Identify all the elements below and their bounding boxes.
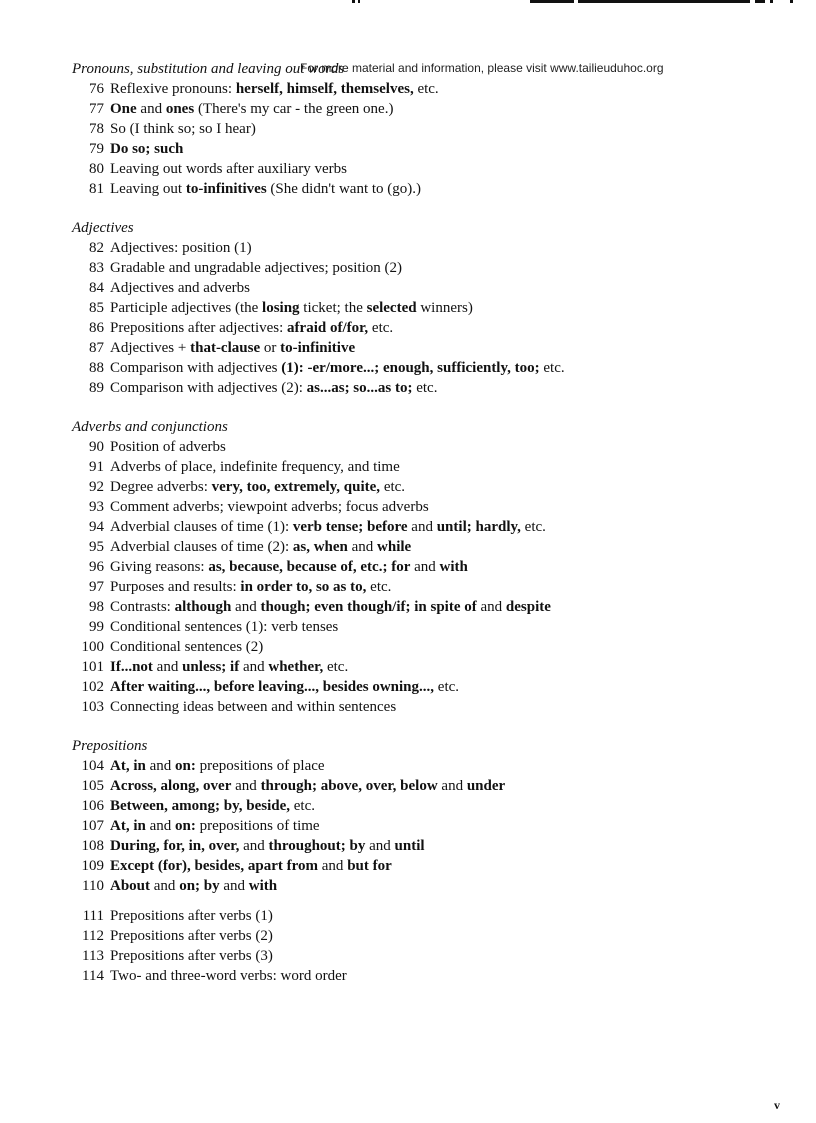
entry-text-bold: as, when xyxy=(292,539,348,555)
entry-text-bold: About xyxy=(110,878,151,894)
entry-number: 94 xyxy=(89,519,104,535)
entry-text-part: Giving reasons: xyxy=(110,559,209,575)
toc-entry xyxy=(72,497,792,517)
entry-text-bold: One xyxy=(110,101,137,117)
entry-text-part: etc. xyxy=(290,798,315,814)
entry-number: 111 xyxy=(82,908,104,924)
entry-text-bold: During, for, in, over, xyxy=(110,838,240,854)
entry-number: 79 xyxy=(89,141,104,157)
entry-number: 103 xyxy=(81,699,104,715)
site-banner: For more material and information, please visit www.tailieuduhoc.org xyxy=(300,61,664,75)
entry-number: 82 xyxy=(89,240,104,256)
entry-text-part: winners) xyxy=(416,300,473,316)
entry-text xyxy=(110,437,226,457)
section-title: Pronouns, substitution and leaving out words xyxy=(72,61,345,77)
toc-entry xyxy=(72,577,792,597)
entry-text xyxy=(110,856,392,876)
toc-entry xyxy=(72,338,792,358)
entry-number: 93 xyxy=(89,499,104,515)
entry-text-part: Comparison with adjectives xyxy=(110,360,282,376)
entry-text-bold: with xyxy=(439,559,468,575)
entry-text xyxy=(110,258,402,278)
entry-text xyxy=(110,79,439,99)
entry-text-bold: Across, along, over xyxy=(110,778,232,794)
entry-number: 85 xyxy=(89,300,104,316)
entry-text-part: (There's my car - the green one.) xyxy=(194,101,394,117)
entry-text-bold: verb tense; before xyxy=(292,519,408,535)
toc-entry xyxy=(72,258,792,278)
entry-number: 86 xyxy=(89,320,104,336)
toc-entry xyxy=(72,776,792,796)
toc-entry xyxy=(72,517,792,537)
toc-entry xyxy=(72,756,792,776)
toc-entry xyxy=(72,926,792,946)
entry-text-bold: unless; if xyxy=(182,659,240,675)
entry-text-part: and xyxy=(318,858,348,874)
entry-text xyxy=(110,318,393,338)
toc-entry xyxy=(72,79,792,99)
entry-text-bold: until; hardly, xyxy=(436,519,521,535)
toc-entry xyxy=(72,437,792,457)
entry-text-bold: that-clause xyxy=(190,340,261,356)
toc-entry xyxy=(72,856,792,876)
entry-text-part: Participle adjectives (the xyxy=(110,300,263,316)
entry-text-part: and xyxy=(231,778,261,794)
entry-text-bold: herself, himself, themselves, xyxy=(235,81,414,97)
entry-text-bold: very, too, extremely, quite, xyxy=(211,479,381,495)
entry-text xyxy=(110,298,473,318)
entry-number: 98 xyxy=(89,599,104,615)
entry-text-bold: on; by xyxy=(179,878,220,894)
entry-text-bold: After waiting..., before leaving..., besides owning..., xyxy=(110,679,435,695)
entry-text-bold: throughout; by xyxy=(268,838,366,854)
toc-entry xyxy=(72,318,792,338)
entry-text xyxy=(110,876,277,896)
entry-text-part: Conditional sentences (2) xyxy=(110,639,264,655)
entry-text-bold: despite xyxy=(505,599,551,615)
entry-text-bold: on: xyxy=(175,758,196,774)
entry-text-bold: with xyxy=(248,878,278,894)
entry-text-bold: Between, among; by, beside, xyxy=(110,798,290,814)
entry-number: 100 xyxy=(81,639,104,655)
entry-text-part: or xyxy=(260,340,281,356)
toc-entry xyxy=(72,637,792,657)
table-of-contents xyxy=(72,56,792,986)
entry-text xyxy=(110,697,396,717)
entry-text-bold: as, because, because of, etc.; for xyxy=(208,559,411,575)
entry-text-bold: Do so; such xyxy=(110,141,184,157)
entry-text-part: and xyxy=(407,519,437,535)
entry-number: 109 xyxy=(81,858,104,874)
entry-text-part: and xyxy=(219,878,249,894)
entry-text-part: Adverbs of place, indefinite frequency, and time xyxy=(110,459,400,475)
entry-text-bold: but for xyxy=(347,858,392,874)
entry-text xyxy=(110,776,505,796)
entry-text-part: etc. xyxy=(434,679,460,695)
entry-text xyxy=(110,477,405,497)
entry-text-part: and xyxy=(145,758,176,774)
entry-text-bold: ones xyxy=(165,101,195,117)
entry-text-part: and xyxy=(136,101,166,117)
entry-number: 88 xyxy=(89,360,104,376)
toc-entry xyxy=(72,378,792,398)
entry-text xyxy=(110,457,400,477)
entry-text-part: Prepositions after verbs (1) xyxy=(110,908,273,924)
entry-text xyxy=(110,358,565,378)
entry-text-part: ticket; the xyxy=(299,300,367,316)
toc-entry xyxy=(72,906,792,926)
toc-entry xyxy=(72,238,792,258)
entry-text-bold: in order to, so as to, xyxy=(240,579,367,595)
toc-entry xyxy=(72,99,792,119)
entry-text xyxy=(110,159,347,179)
entry-text-part: So (I think so; so I hear) xyxy=(110,121,256,137)
entry-text xyxy=(110,119,256,139)
toc-entry xyxy=(72,298,792,318)
entry-text-bold: whether, xyxy=(268,659,324,675)
page-number: v xyxy=(774,1098,780,1112)
entry-text-part: etc. xyxy=(520,519,546,535)
entry-text xyxy=(110,926,273,946)
entry-text-bold: At, in xyxy=(110,818,146,834)
entry-text xyxy=(110,378,437,398)
entry-text-part: and xyxy=(231,599,261,615)
entry-text xyxy=(110,278,250,298)
entry-text-part: etc. xyxy=(412,380,438,396)
entry-text xyxy=(110,796,315,816)
entry-text xyxy=(110,966,347,986)
entry-number: 84 xyxy=(89,280,104,296)
entry-text xyxy=(110,179,421,199)
entry-number: 112 xyxy=(82,928,104,944)
toc-entry xyxy=(72,617,792,637)
entry-number: 78 xyxy=(89,121,104,137)
entry-text-bold: to-infinitive xyxy=(280,340,356,356)
entry-text-bold: through; above, over, below xyxy=(260,778,438,794)
entry-number: 106 xyxy=(81,798,104,814)
entry-text-part: and xyxy=(239,659,269,675)
entry-text-part: and xyxy=(365,838,395,854)
entry-text-bold: while xyxy=(377,539,412,555)
entry-text xyxy=(110,816,320,836)
toc-entry xyxy=(72,677,792,697)
entry-text xyxy=(110,617,338,637)
toc-entry xyxy=(72,537,792,557)
entry-number: 77 xyxy=(89,101,104,117)
entry-text-part: Conditional sentences (1): verb tenses xyxy=(110,619,339,635)
entry-text-part: Contrasts: xyxy=(110,599,175,615)
entry-text-bold: although xyxy=(174,599,232,615)
entry-number: 110 xyxy=(82,878,104,894)
entry-text-part: Prepositions after adjectives: xyxy=(110,320,288,336)
entry-text-part: Leaving out xyxy=(110,181,186,197)
entry-text xyxy=(110,238,252,258)
toc-entry xyxy=(72,477,792,497)
toc-entry xyxy=(72,697,792,717)
entry-text-bold: Except (for), besides, apart from xyxy=(110,858,319,874)
entry-text-part: Comment adverbs; viewpoint adverbs; focus adverbs xyxy=(110,499,429,515)
entry-text xyxy=(110,657,348,677)
toc-entry xyxy=(72,278,792,298)
toc-entry xyxy=(72,876,792,896)
entry-number: 114 xyxy=(82,968,104,984)
toc-entry xyxy=(72,816,792,836)
entry-text-part: Reflexive pronouns: xyxy=(110,81,236,97)
entry-text-part: Connecting ideas between and within sentences xyxy=(110,699,397,715)
entry-text-part: Adverbial clauses of time (1): xyxy=(110,519,293,535)
toc-entry xyxy=(72,966,792,986)
entry-text-part: (She didn't want to (go).) xyxy=(266,181,422,197)
entry-number: 87 xyxy=(89,340,104,356)
entry-text-bold: If...not xyxy=(110,659,153,675)
toc-entry xyxy=(72,657,792,677)
entry-text xyxy=(110,946,273,966)
entry-text xyxy=(110,906,273,926)
entry-number: 80 xyxy=(89,161,104,177)
toc-entry xyxy=(72,946,792,966)
toc-entry xyxy=(72,836,792,856)
toc-entry xyxy=(72,796,792,816)
entry-text-part: Adjectives + xyxy=(110,340,191,356)
toc-entry xyxy=(72,179,792,199)
entry-number: 76 xyxy=(89,81,104,97)
entry-text xyxy=(110,836,425,856)
entry-text xyxy=(110,99,393,119)
entry-number: 89 xyxy=(89,380,104,396)
entry-text-part: and xyxy=(437,778,467,794)
section-spacer xyxy=(72,896,792,906)
entry-text-part: Position of adverbs xyxy=(110,439,226,455)
section-title: Prepositions xyxy=(72,738,148,754)
entry-text xyxy=(110,338,355,358)
entry-text xyxy=(110,537,411,557)
entry-text-bold: under xyxy=(466,778,506,794)
entry-text-bold: losing xyxy=(262,300,300,316)
entry-number: 96 xyxy=(89,559,104,575)
entry-text xyxy=(110,577,391,597)
entry-number: 95 xyxy=(89,539,104,555)
entry-text xyxy=(110,557,468,577)
entry-text-part: etc. xyxy=(323,659,349,675)
entry-number: 83 xyxy=(89,260,104,276)
toc-entry xyxy=(72,159,792,179)
entry-text-part: Adjectives and adverbs xyxy=(110,280,250,296)
entry-text-bold: on: xyxy=(175,818,196,834)
entry-text-part: etc. xyxy=(413,81,439,97)
toc-entry xyxy=(72,139,792,159)
entry-text-part: prepositions of place xyxy=(195,758,325,774)
toc-entry xyxy=(72,358,792,378)
entry-number: 113 xyxy=(82,948,104,964)
entry-text-bold: afraid of/for, xyxy=(287,320,369,336)
entry-text-part: Prepositions after verbs (2) xyxy=(110,928,273,944)
entry-text-part: and xyxy=(476,599,506,615)
toc-entry xyxy=(72,119,792,139)
entry-text-part: etc. xyxy=(380,479,406,495)
entry-text xyxy=(110,497,429,517)
entry-text-bold: though; even though/if; in spite of xyxy=(260,599,477,615)
entry-number: 107 xyxy=(81,818,104,834)
entry-text-part: Leaving out words after auxiliary verbs xyxy=(110,161,348,177)
toc-entry xyxy=(72,457,792,477)
section-title: Adjectives xyxy=(72,220,134,236)
entry-text-part: and xyxy=(347,539,378,555)
entry-number: 101 xyxy=(81,659,104,675)
entry-text-part: etc. xyxy=(368,320,394,336)
entry-number: 90 xyxy=(89,439,104,455)
entry-number: 104 xyxy=(81,758,104,774)
entry-text-bold: as...as; so...as to; xyxy=(306,380,413,396)
entry-text-part: Adverbial clauses of time (2): xyxy=(110,539,293,555)
entry-text-part: and xyxy=(145,818,176,834)
entry-text-part: Gradable and ungradable adjectives; position (2) xyxy=(110,260,402,276)
entry-text-part: Purposes and results: xyxy=(110,579,241,595)
entry-text-part: Comparison with adjectives (2): xyxy=(110,380,307,396)
entry-text-bold: At, in xyxy=(110,758,146,774)
entry-text-part: and xyxy=(150,878,180,894)
entry-text-part: etc. xyxy=(539,360,565,376)
entry-number: 108 xyxy=(81,838,104,854)
toc-entry xyxy=(72,597,792,617)
entry-number: 97 xyxy=(89,579,104,595)
toc-entry xyxy=(72,557,792,577)
entry-text-part: Adjectives: position (1) xyxy=(110,240,252,256)
entry-text-part: prepositions of time xyxy=(195,818,320,834)
entry-text-part: and xyxy=(152,659,183,675)
entry-number: 81 xyxy=(89,181,104,197)
section-title: Adverbs and conjunctions xyxy=(72,419,228,435)
entry-number: 105 xyxy=(81,778,104,794)
entry-text xyxy=(110,677,459,697)
entry-text-bold: selected xyxy=(366,300,417,316)
entry-text-bold: until xyxy=(394,838,425,854)
entry-text-part: Prepositions after verbs (3) xyxy=(110,948,273,964)
entry-number: 102 xyxy=(81,679,104,695)
entry-text-part: etc. xyxy=(366,579,392,595)
entry-text-part: Two- and three-word verbs: word order xyxy=(110,968,347,984)
entry-text xyxy=(110,637,263,657)
entry-number: 92 xyxy=(89,479,104,495)
entry-text xyxy=(110,597,551,617)
entry-text-bold: to-infinitives xyxy=(185,181,267,197)
entry-text xyxy=(110,756,325,776)
entry-number: 91 xyxy=(89,459,104,475)
entry-text xyxy=(110,139,183,159)
entry-text xyxy=(110,517,546,537)
entry-text-bold: (1): -er/more...; enough, sufficiently, too; xyxy=(281,360,540,376)
entry-number: 99 xyxy=(89,619,104,635)
entry-text-part: Degree adverbs: xyxy=(110,479,212,495)
entry-text-part: and xyxy=(239,838,269,854)
scan-artifact-marks xyxy=(350,0,816,4)
entry-text-part: and xyxy=(410,559,440,575)
